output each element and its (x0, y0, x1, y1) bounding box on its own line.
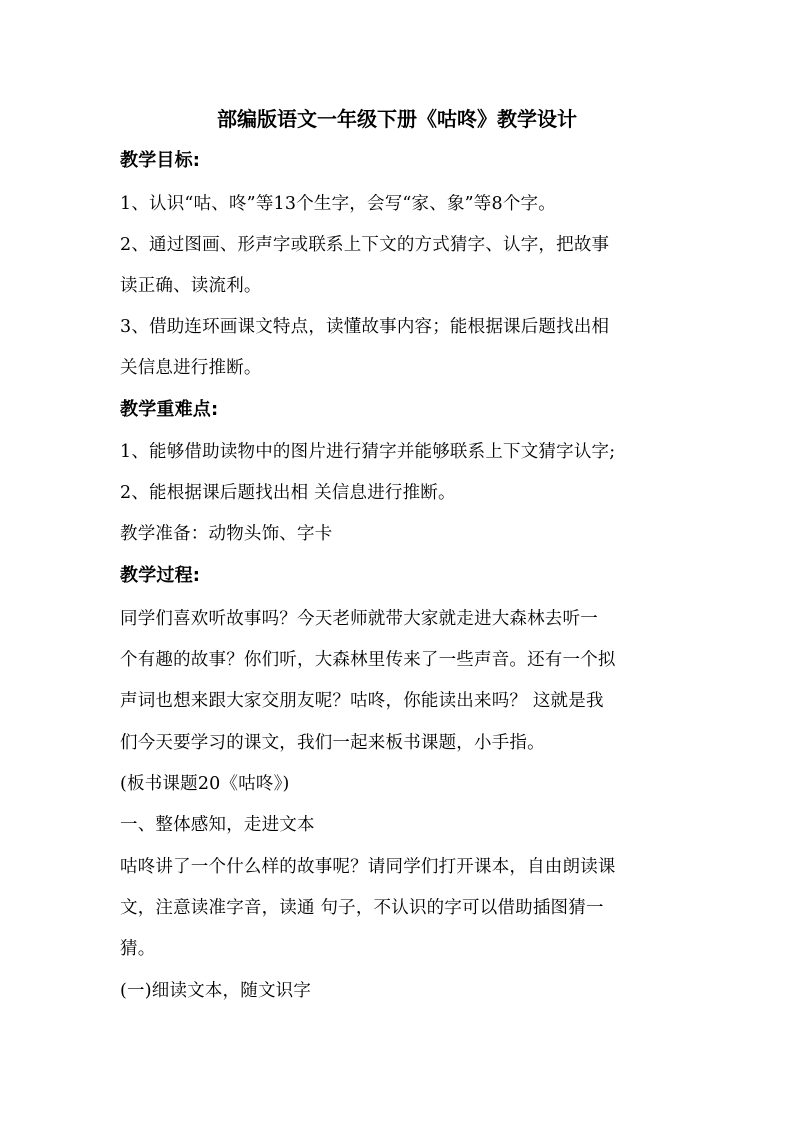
key-point-line-2: 2、能根据课后题找出相 关信息进行推断。 (120, 483, 456, 503)
process-line-6: 一、整体感知，走进文本 (120, 815, 315, 835)
objective-line-3: 读正确、读流利。 (120, 276, 262, 296)
process-line-10: (一)细读文本，随文识字 (120, 981, 312, 1001)
process-line-8: 文，注意读准字音，读通 句子，不认识的字可以借助插图猜一 (120, 898, 604, 918)
process-line-3: 声词也想来跟大家交朋友呢？咕咚，你能读出来吗？ 这就是我 (120, 691, 604, 711)
key-points-heading: 教学重难点: (120, 399, 219, 420)
process-line-4: 们今天要学习的课文，我们一起来板书课题，小手指。 (120, 733, 545, 753)
objective-line-2: 2、通过图画、形声字或联系上下文的方式猜字、认字，把故事 (120, 235, 610, 255)
process-line-1: 同学们喜欢听故事吗？今天老师就带大家就走进大森林去听一 (120, 609, 598, 629)
document-title: 部编版语文一年级下册《咕咚》教学设计 (217, 107, 577, 131)
process-line-5: (板书课题20《咕咚》) (120, 774, 290, 794)
process-line-9: 猜。 (120, 939, 156, 959)
process-line-7: 咕咚讲了一个什么样的故事呢？请同学们打开课本，自由朗读课 (120, 857, 616, 877)
objective-line-5: 关信息进行推断。 (120, 358, 262, 378)
process-heading: 教学过程: (120, 565, 201, 586)
objective-line-1: 1、认识“咕、咚”等13个生字，会写“家、象”等8个字。 (120, 194, 556, 214)
objective-line-4: 3、借助连环画课文特点，读懂故事内容；能根据课后题找出相 (120, 317, 610, 337)
preparation-line: 教学准备：动物头饰、字卡 (120, 524, 333, 544)
process-line-2: 个有趣的故事？你们听，大森林里传来了一些声音。还有一个拟 (120, 650, 616, 670)
key-point-line-1: 1、能够借助读物中的图片进行猜字并能够联系上下文猜字认字; (120, 442, 616, 462)
objectives-heading: 教学目标: (120, 150, 201, 171)
